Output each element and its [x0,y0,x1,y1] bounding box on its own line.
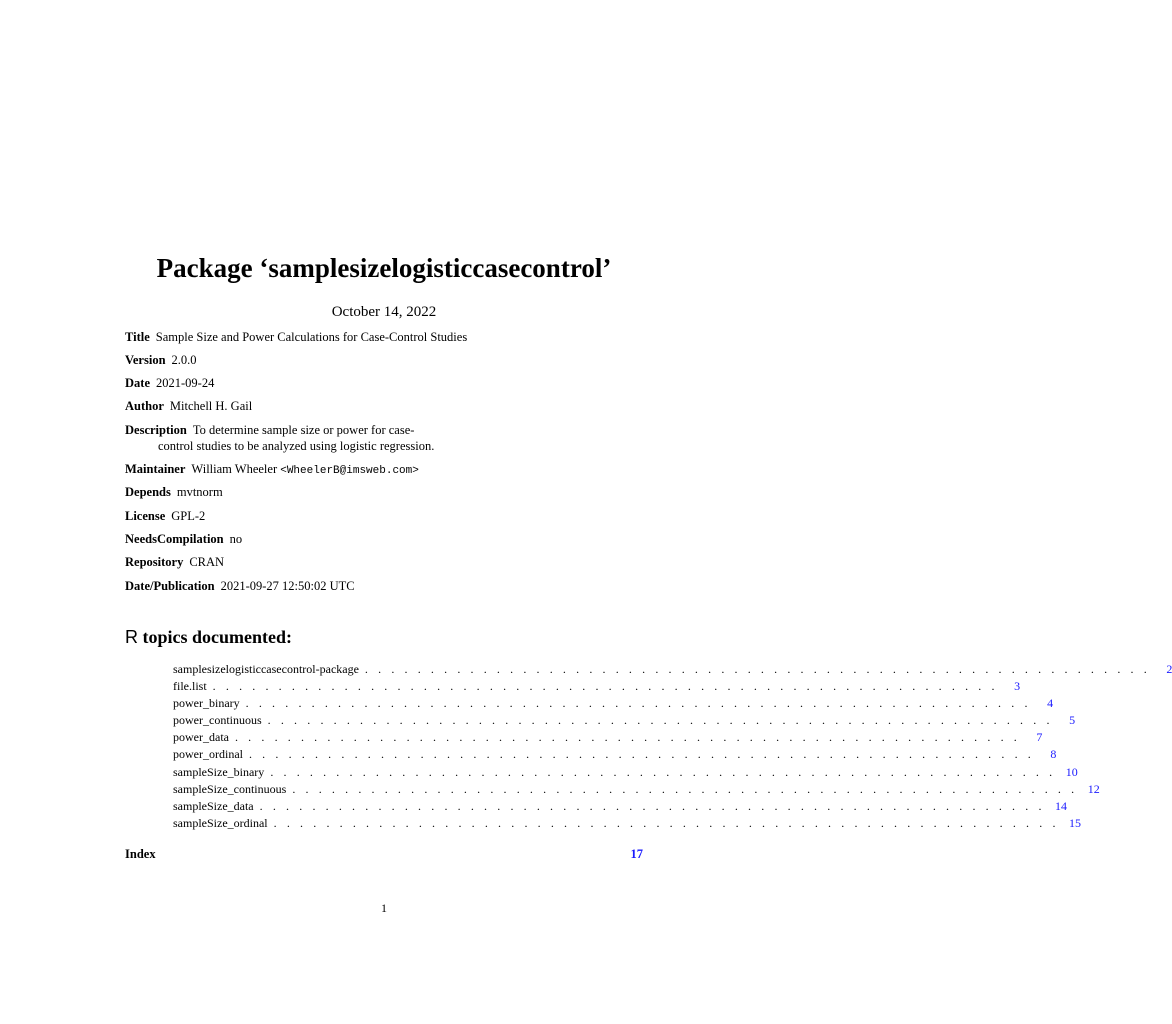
toc-page-link[interactable]: 14 [1055,798,1068,813]
toc-topic-name[interactable]: power_ordinal [173,747,243,762]
toc-row[interactable] [173,815,1082,832]
toc-leader-dots: . . . . . . . . . . . . . . . . . . . . . . . . . . . . . . . . . . . . . . . . . . . . . . . . . . . . . . . . . . . . [245,696,1032,711]
toc-page-link[interactable]: 4 [1047,696,1054,711]
toc-page-link[interactable]: 12 [1087,781,1100,796]
field-value: 2021-09-27 12:50:02 UTC [220,579,355,593]
topics-list [173,661,1172,832]
field-repository [125,554,645,570]
toc-page-link[interactable]: 10 [1065,764,1078,779]
maintainer-email: <WheelerB@imsweb.com> [280,465,419,477]
page-title: Package ‘samplesizelogisticcasecontrol’ [156,253,612,283]
field-value: Mitchell H. Gail [169,399,253,413]
toc-leader-dots: . . . . . . . . . . . . . . . . . . . . . . . . . . . . . . . . . . . . . . . . . . . . . . . . . . . . . . . . . . . . [259,798,1046,813]
field-label: Repository [125,555,184,569]
toc-row[interactable] [173,695,1054,712]
section-heading-topics [125,625,292,649]
toc-leader-dots: . . . . . . . . . . . . . . . . . . . . . . . . . . . . . . . . . . . . . . . . . . . . . . . . . . . . . . . . . . . . [267,713,1054,728]
toc-leader-dots: . . . . . . . . . . . . . . . . . . . . . . . . . . . . . . . . . . . . . . . . . . . . . . . . . . . . . . . . . . . . [248,747,1035,762]
toc-row[interactable] [173,781,1100,798]
field-value: CRAN [189,555,225,569]
page-number: 1 [381,901,387,915]
section-heading-text: topics documented: [142,627,292,647]
toc-leader-dots: . . . . . . . . . . . . . . . . . . . . . . . . . . . . . . . . . . . . . . . . . . . . . . . . . . . . . . . . . . . . [273,815,1060,830]
toc-row[interactable] [173,798,1068,815]
field-label: Depends [125,485,171,499]
toc-topic-name[interactable]: sampleSize_binary [173,764,265,779]
toc-topic-name[interactable]: sampleSize_data [173,798,254,813]
toc-leader-dots: . . . . . . . . . . . . . . . . . . . . . . . . . . . . . . . . . . . . . . . . . . . . . . . . . . . . . . . . . . . . [292,781,1078,796]
toc-page-link[interactable]: 2 [1166,662,1172,676]
field-depends [125,484,645,500]
toc-row[interactable] [173,678,1021,695]
field-value: GPL-2 [171,509,206,523]
toc-topic-name[interactable]: sampleSize_continuous [173,781,287,796]
field-label: Maintainer [125,462,186,476]
toc-row[interactable] [173,764,1078,781]
toc-leader-dots: . . . . . . . . . . . . . . . . . . . . . . . . . . . . . . . . . . . . . . . . . . . . . . . . . . . . . . . . . . . . [270,764,1056,779]
field-description [125,422,645,454]
toc-row[interactable] [173,712,1076,729]
toc-topic-name[interactable]: sampleSize_ordinal [173,815,268,830]
field-label: Version [125,353,166,367]
field-label: Date/Publication [125,579,215,593]
toc-topic-name[interactable]: power_data [173,730,229,745]
field-title [125,329,645,345]
field-value: 2021-09-24 [156,376,215,390]
field-date-publication [125,578,645,594]
field-label: Title [125,330,150,344]
toc-topic-name[interactable]: power_binary [173,696,240,711]
field-version [125,352,645,368]
toc-topic-name[interactable]: file.list [173,679,207,694]
field-value: 2.0.0 [171,353,197,367]
index-page-link[interactable]: 17 [630,847,643,861]
toc-row[interactable] [173,729,1043,746]
index-label[interactable]: Index [125,847,156,861]
field-license [125,508,645,524]
r-logo-letter: R [125,627,138,647]
field-author [125,398,645,414]
field-value-continuation: control studies to be analyzed using logistic regression. [158,439,435,453]
toc-page-link[interactable]: 5 [1069,713,1076,728]
field-label: NeedsCompilation [125,532,224,546]
field-value: William Wheeler [191,462,278,476]
toc-leader-dots: . . . . . . . . . . . . . . . . . . . . . . . . . . . . . . . . . . . . . . . . . . . . . . . . . . . . . . . . . . . . [364,662,1151,676]
field-needs-compilation [125,531,645,547]
toc-page-link[interactable]: 3 [1014,679,1021,694]
toc-leader-dots: . . . . . . . . . . . . . . . . . . . . . . . . . . . . . . . . . . . . . . . . . . . . . . . . . . . . . . . . . . . . [212,679,999,694]
toc-row[interactable] [173,661,1172,678]
toc-topic-name[interactable]: samplesizelogisticcasecontrol-package [173,662,359,676]
field-label: Date [125,376,150,390]
toc-page-link[interactable]: 15 [1069,815,1082,830]
field-date [125,375,645,391]
field-value: mvtnorm [176,485,223,499]
publication-date: October 14, 2022 [331,304,437,320]
toc-row[interactable] [173,746,1057,763]
index-row[interactable] [125,846,643,863]
field-label: Description [125,423,187,437]
toc-page-link[interactable]: 7 [1036,730,1043,745]
field-value: To determine sample size or power for case- [192,423,415,437]
field-value: Sample Size and Power Calculations for Case-Control Studies [155,330,468,344]
field-label: Author [125,399,164,413]
toc-leader-dots: . . . . . . . . . . . . . . . . . . . . . . . . . . . . . . . . . . . . . . . . . . . . . . . . . . . . . . . . . . . . [234,730,1021,745]
toc-topic-name[interactable]: power_continuous [173,713,262,728]
field-label: License [125,509,166,523]
field-maintainer [125,461,645,479]
toc-page-link[interactable]: 8 [1050,747,1057,762]
field-value: no [229,532,243,546]
